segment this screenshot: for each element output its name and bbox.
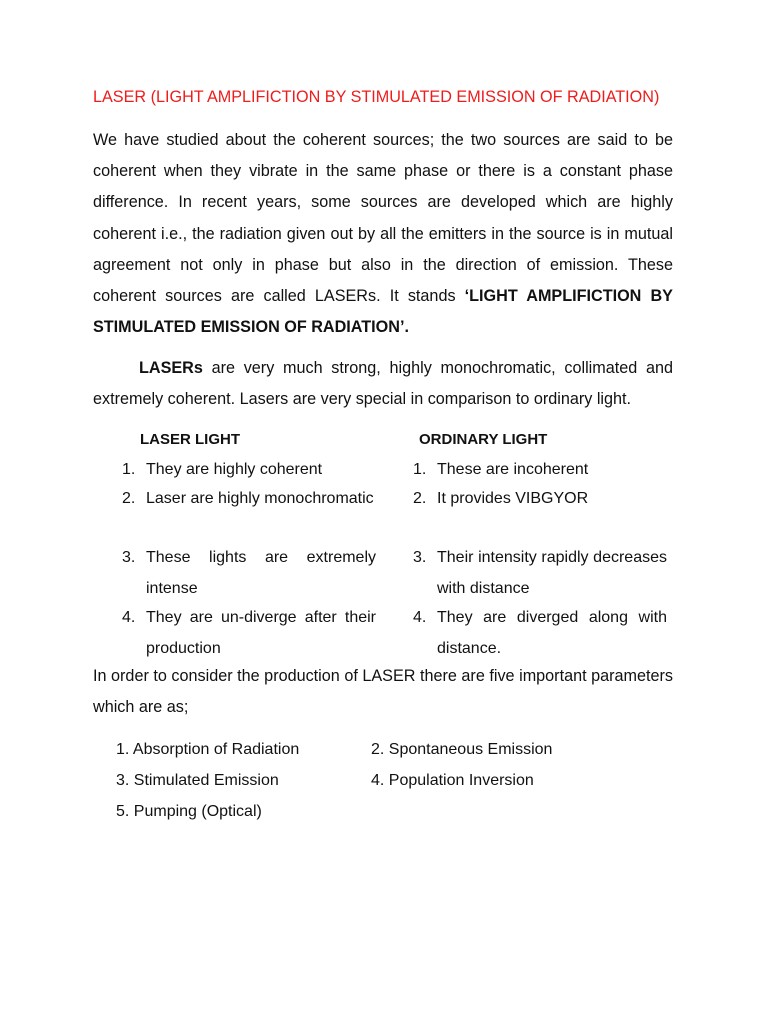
list-number: 3. — [413, 549, 427, 566]
list-number: 4. — [122, 609, 136, 626]
list-number: 2. — [413, 490, 427, 507]
list-number: 2. — [122, 490, 136, 507]
list-number: 4. — [413, 609, 427, 626]
parameter-item: 3. Stimulated Emission — [116, 772, 279, 789]
lasers-bold-lead: LASERs — [139, 359, 203, 377]
parameter-item: 5. Pumping (Optical) — [116, 803, 262, 820]
parameter-item: 2. Spontaneous Emission — [371, 741, 553, 758]
lasers-text: are very much strong, highly monochromatic, collimated and extremely coherent. Lasers are very special in comparison to ordinary light. — [93, 359, 673, 409]
intro-paragraph — [93, 125, 673, 343]
list-text: These are incoherent — [437, 461, 589, 478]
document-title: LASER (LIGHT AMPLIFICTION BY STIMULATED EMISSION OF RADIATION) — [93, 88, 660, 106]
list-text: They are un-diverge after their production — [146, 609, 376, 657]
list-text: These lights are extremely intense — [146, 549, 376, 597]
laser-light-heading: LASER LIGHT — [140, 431, 240, 448]
parameter-item: 4. Population Inversion — [371, 772, 534, 789]
ordinary-light-heading: ORDINARY LIGHT — [419, 431, 548, 448]
parameter-item: 1. Absorption of Radiation — [116, 741, 300, 758]
lasers-paragraph — [93, 353, 673, 415]
list-text: Laser are highly monochromatic — [146, 490, 374, 507]
list-number: 1. — [122, 461, 136, 478]
list-text: It provides VIBGYOR — [437, 490, 589, 507]
intro-text: We have studied about the coherent sources; the two sources are said to be coherent when they vibrate in the same phase or there is a constant phase difference. In recent years, some sources are developed which are highly coherent i.e., the radiation given out by all the emitters in the source is in mutual agreement not only in phase but also in the direction of emission. These coherent sources are called LASERs. It stands — [93, 131, 673, 306]
production-paragraph: In order to consider the production of LASER there are five important parameters which are as; — [93, 667, 673, 717]
list-number: 1. — [413, 461, 427, 478]
intro-bold-tail: ‘LIGHT AMPLIFICTION BY STIMULATED EMISSION OF RADIATION’. — [93, 287, 673, 337]
list-text: They are highly coherent — [146, 461, 323, 478]
list-text: Their intensity rapidly decreases with distance — [437, 549, 667, 597]
list-number: 3. — [122, 549, 136, 566]
list-text: They are diverged along with distance. — [437, 609, 667, 657]
